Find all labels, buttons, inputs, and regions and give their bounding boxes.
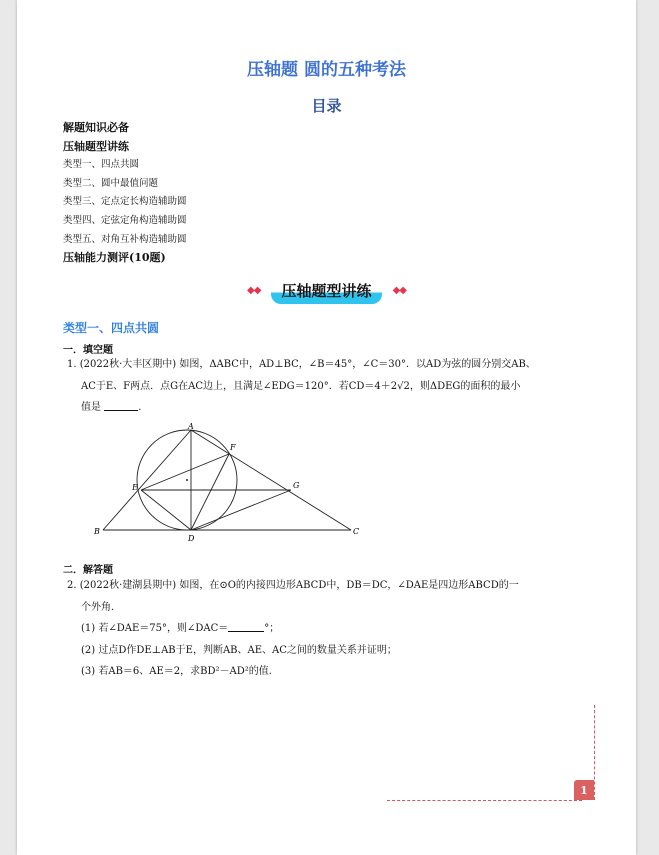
toc-item[interactable]: 类型二、圆中最值问题 [63,177,159,189]
segment-df [191,454,229,530]
label-a: A [188,422,194,431]
footer-border-vertical [594,705,595,800]
segment-ab [103,430,191,530]
label-d: D [188,534,195,543]
toc-heading: 目录 [311,97,342,115]
question-2-text: °； [264,623,280,634]
question-2 [67,575,597,683]
toc-item[interactable]: 类型三、定点定长构造辅助圆 [63,196,187,208]
geometry-figure [89,420,389,545]
question-2-line: 个外角． [81,601,121,613]
toc-item[interactable]: 压轴题型讲练 [63,139,129,153]
label-e: E [132,483,138,492]
question-2-line: 2. (2022秋·建湖县期中) 如图，在⊙O的内接四边形ABCD中，DB＝DC，∠DAE是四边形ABCD的一 [67,580,519,591]
question-2-part [67,618,597,640]
banner-title: 压轴题型讲练 [271,278,381,304]
toc-item[interactable]: 类型一、四点共圆 [63,159,140,171]
section-banner [17,278,636,304]
label-b: B [94,527,100,536]
answer-blank[interactable] [104,399,138,411]
section-label-fill: 一．填空题 [63,345,113,356]
toc-item[interactable]: 类型四、定弦定角构造辅助圆 [63,214,187,226]
question-2-text: (1) 若∠DAE＝75°，则∠DAC＝ [81,623,229,634]
toc-item[interactable]: 解题知识必备 [63,121,129,134]
answer-blank[interactable] [228,620,264,632]
center-point [186,479,188,481]
document-title: 压轴题 圆的五种考法 [247,60,406,80]
toc-item[interactable]: 类型五、对角互补构造辅助圆 [63,233,187,245]
question-1-line [67,397,597,419]
toc-item[interactable]: 压轴能力测评(10题) [63,251,166,265]
segment-ac [191,430,351,530]
label-c: C [353,527,360,536]
question-1-line: 1. (2022秋·大丰区期中) 如图，ΔABC中，AD⊥BC，∠B＝45°，∠C＝30°．以AD为弦的圆分别交AB、 [67,359,536,370]
question-1-text: . [138,402,142,413]
segment-dg [191,490,291,530]
page-number: 1 [574,780,594,800]
diamond-decor-icon: ◆◆ [392,285,406,296]
label-f: F [230,443,236,452]
document-page [17,0,636,855]
question-2-part: (3) 若AB＝6、AE＝2，求BD²－AD²的值. [81,666,272,677]
diamond-decor-icon: ◆◆ [247,285,261,296]
question-1-line: AC于E、F两点．点G在AC边上，且满足∠EDG＝120°．若CD＝4＋2√2，则ΔDEG的面积的最小 [81,380,521,392]
question-2-part: (2) 过点D作DE⊥AB于E，判断AB、AE、AC之间的数量关系并证明； [81,644,397,656]
question-1-text: 值是 [81,402,101,413]
footer-border-horizontal [387,800,582,801]
table-of-contents [63,119,187,268]
label-g: G [293,481,300,490]
question-1 [67,354,597,419]
section-label-answer: 二．解答题 [63,565,113,576]
type-heading: 类型一、四点共圆 [63,321,160,335]
segment-de [141,490,191,530]
